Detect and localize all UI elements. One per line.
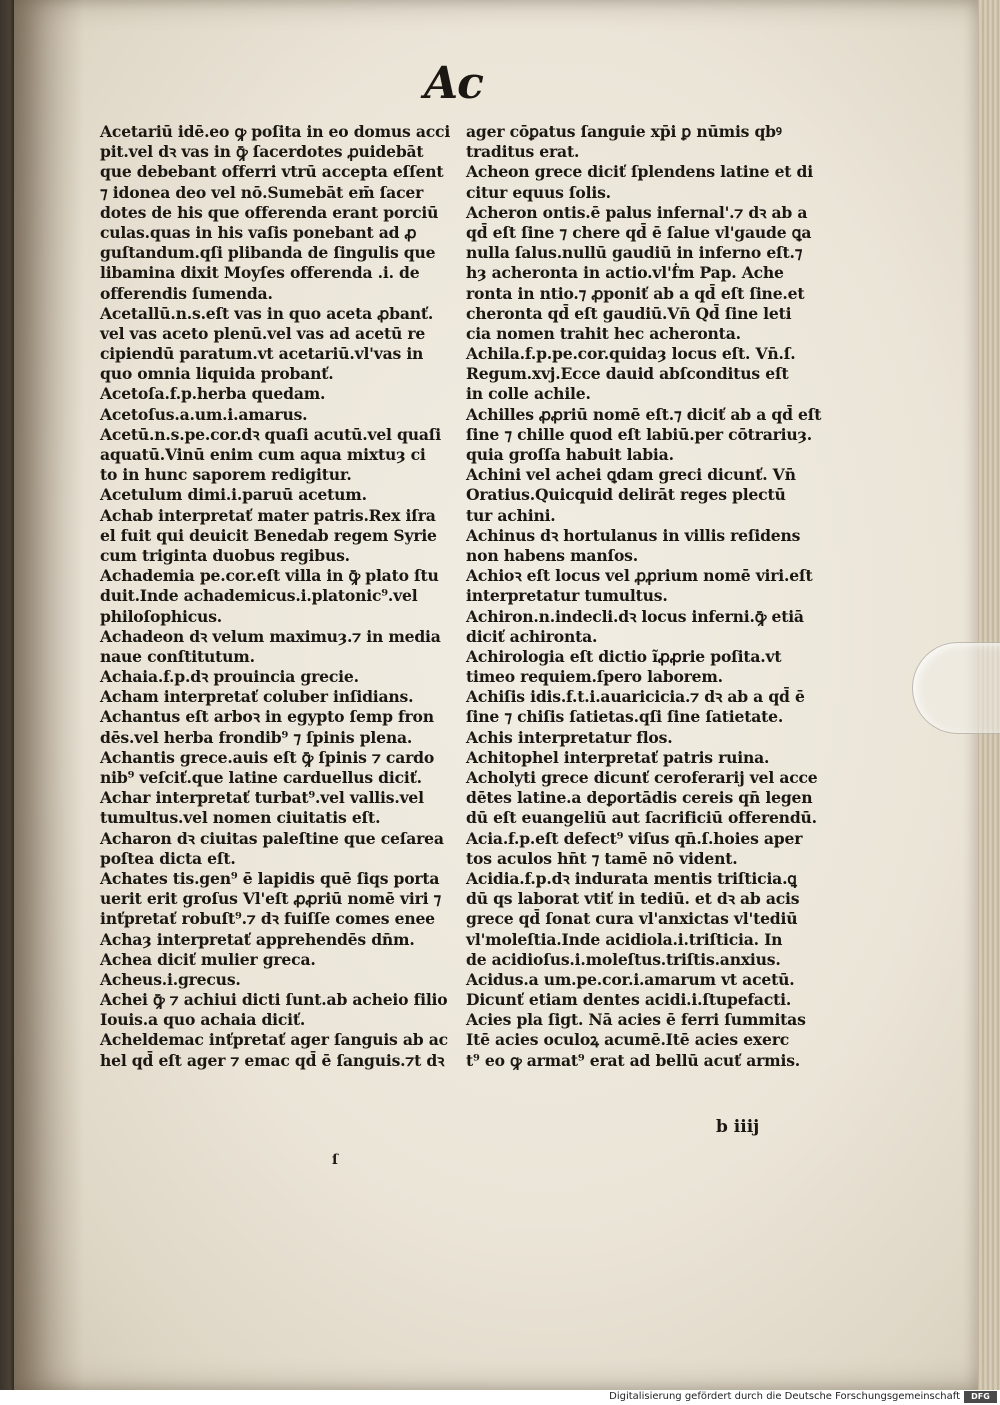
footer-bar bbox=[0, 1390, 1000, 1405]
text-line: tur achini. bbox=[466, 505, 556, 525]
text-line: uerit erit groſus Vl'eſt ꝓꝓriū nomē viri ⁊ bbox=[100, 889, 442, 909]
text-line: Achiſis idis.f.t.i.auaricicia.⁊ dꝛ ab a qd̄ ē bbox=[466, 687, 805, 707]
text-line: quia groſſa habuit labia. bbox=[466, 445, 674, 464]
text-line: qd̄ eſt ſine ⁊ chere qd̄ ē ſalue vl'gaude ꝗa bbox=[466, 222, 812, 242]
text-line: timeo requiem.ſpero laborem. bbox=[466, 667, 723, 687]
text-line: Achis interpretatur flos. bbox=[466, 727, 673, 747]
text-line: citur equus ſolis. bbox=[466, 182, 611, 202]
text-line: Regum.xvj.Ecce dauid abſconditus eſt bbox=[466, 364, 789, 384]
text-line: pit.vel dꝛ vas in ꝙ̄ ſacerdotes ꝓuidebāt bbox=[100, 142, 424, 162]
text-line: Achaia.f.p.dꝛ prouincia grecie. bbox=[100, 667, 359, 687]
right-column bbox=[466, 122, 834, 1071]
text-line: ſine ⁊ chille quod eſt labiū.per cōtrariuȝ. bbox=[466, 424, 812, 444]
text-line: Itē acies oculoꝝ acumē.Itē acies exerc bbox=[466, 1030, 790, 1050]
text-line: Achab interpretať mater patris.Rex iſra bbox=[100, 505, 436, 525]
text-line: duit.Inde achademicus.i.platonic⁹.vel bbox=[100, 586, 418, 606]
text-line: culas.quas in his vaſis ponebant ad ꝓ bbox=[100, 222, 417, 242]
text-line: Achantis grece.auis eſt ꝙ̄ ſpinis ⁊ cardo bbox=[100, 747, 435, 767]
text-line: nulla ſalus.nullū gaudiū in inferno eſt.⁊ bbox=[466, 243, 803, 263]
text-line: to in hunc saporem redigitur. bbox=[100, 465, 352, 485]
text-line: Achirologia eſt dictio ĩꝓꝓrie poſita.vt bbox=[466, 646, 782, 666]
text-line: Achilles ꝓꝓriū nomē eſt.⁊ diciť ab a qd̄ eſt bbox=[466, 404, 822, 424]
text-line: dētes latine.a deꝑortādis cereis qn̄ legen bbox=[466, 788, 813, 808]
text-line: tos aculos hn̄t ⁊ tamē nō vident. bbox=[466, 848, 738, 868]
left-column bbox=[100, 122, 460, 1071]
text-line: Acidus.a um.pe.cor.i.amarum vt acetū. bbox=[466, 969, 795, 989]
text-line: dotes de his que offerenda erant porciū bbox=[100, 202, 439, 222]
page-header: Ac bbox=[424, 58, 483, 109]
signature-mark: b iiij bbox=[716, 1117, 760, 1137]
text-line: diciť achironta. bbox=[466, 626, 598, 646]
dfg-logo: DFG bbox=[964, 1391, 997, 1403]
text-line: Achar interpretať turbat⁹.vel vallis.vel bbox=[100, 788, 424, 808]
text-line: Acetulum dimi.i.paruū acetum. bbox=[100, 485, 367, 505]
text-line: Acheon grece diciť ſplendens latine et di bbox=[466, 162, 813, 182]
text-line: vl'moleſtia.Inde acidiola.i.triſticia. In bbox=[466, 929, 783, 949]
text-line: in colle achile. bbox=[466, 384, 591, 404]
text-line: cheronta qd̄ eſt gaudiū.Vn̄ Qd̄ ſine leti bbox=[466, 303, 792, 323]
text-line: t⁹ eo ꝙ armat⁹ erat ad bellū acuť armis. bbox=[466, 1050, 801, 1070]
text-line: guſtandum.qſi plibanda de ſingulis que bbox=[100, 243, 436, 263]
text-line: cia nomen trahit hec acheronta. bbox=[466, 323, 741, 343]
page-clip bbox=[912, 642, 1000, 734]
text-line: offerendis ſumenda. bbox=[100, 283, 273, 303]
text-line: el fuit qui deuicit Benedab regem Syrie bbox=[100, 525, 437, 545]
text-line: ager cōꝑatus ſanguie xp̄i ꝑ nūmis qbꝰ bbox=[466, 122, 782, 141]
text-line: Achini vel achei ꝗdam greci dicunť. Vn̄ bbox=[466, 465, 796, 485]
text-line: Acetoſus.a.um.i.amarus. bbox=[100, 404, 308, 424]
text-line: hȝ acheronta in actio.vl'ḟm Pap. Ache bbox=[466, 263, 784, 283]
text-line: Acetū.n.s.pe.cor.dꝛ quaſi acutū.vel quaſi bbox=[100, 424, 441, 444]
text-line: Achates tis.gen⁹ ē lapidis quē ſiqs porta bbox=[100, 868, 440, 888]
text-line: Achitophel interpretať patris ruina. bbox=[466, 747, 770, 767]
text-line: Acholyti grece dicunť ceroferarij vel acce bbox=[466, 768, 818, 787]
text-line: grece qd̄ ſonat cura vl'anxictas vl'tediū bbox=[466, 909, 798, 929]
text-line: libamina dixit Moyſes offerenda .i. de bbox=[100, 263, 420, 283]
text-line: aquatū.Vinū enim cum aqua mixtuȝ ci bbox=[100, 445, 426, 464]
text-line: interpretatur tumultus. bbox=[466, 586, 668, 606]
text-line: Achademia pe.cor.eſt villa in ꝙ̄ plato ſtu bbox=[100, 566, 439, 586]
text-line: philoſophicus. bbox=[100, 606, 223, 626]
text-line: cipiendū paratum.vt acetariū.vl'vas in bbox=[100, 344, 424, 364]
text-line: Acetallū.n.s.eſt vas in quo aceta ꝓbanť. bbox=[100, 303, 434, 323]
ink-mark: ſ bbox=[332, 1152, 339, 1168]
text-line: poſtea dicta eſt. bbox=[100, 848, 236, 868]
text-line: de acidioſus.i.moleſtus.triſtis.anxius. bbox=[466, 949, 781, 969]
text-line: Oratius.Quicquid delirāt reges plectū bbox=[466, 485, 786, 505]
text-line: ſine ⁊ chiſis ſatietas.qſi ſine ſatietate. bbox=[466, 707, 784, 727]
text-line: Acheron ontis.ē palus infernal'.⁊ dꝛ ab a bbox=[466, 202, 808, 222]
text-line: Achila.f.p.pe.cor.quidaȝ locus eſt. Vn̄.ſ. bbox=[466, 344, 796, 364]
text-line: Acia.f.p.eſt defect⁹ viſus qn̄.ſ.hoies aper bbox=[466, 828, 803, 848]
text-line: quo omnia liquida probanť. bbox=[100, 364, 334, 384]
text-line: ⁊ idonea deo vel nō.Sumebāt em̄ ſacer bbox=[100, 182, 424, 202]
text-line: Achinus dꝛ hortulanus in villis reſidens bbox=[466, 525, 801, 545]
text-line: Iouis.a quo achaia diciť. bbox=[100, 1010, 306, 1030]
text-line: Achioꝛ eſt locus vel ꝓꝓrium nomē viri.eſt bbox=[466, 566, 813, 586]
book-page bbox=[14, 0, 978, 1390]
text-line: Acidia.f.p.dꝛ indurata mentis triſticia.ꝗ bbox=[466, 868, 797, 888]
spine-shadow bbox=[14, 0, 84, 1390]
text-line: inťpretať robuſt⁹.⁊ dꝛ fuiſſe comes enee bbox=[100, 909, 435, 929]
text-line: nib⁹ veſciť.que latine carduellus diciť. bbox=[100, 768, 422, 787]
text-line: hel qd̄ eſt ager ⁊ emac qd̄ ē ſanguis.⁊t dꝛ bbox=[100, 1050, 445, 1070]
funding-notice: Digitalisierung gefördert durch die Deutsche Forschungsgemeinschaft bbox=[609, 1391, 960, 1402]
text-line: dēs.vel herba frondib⁹ ⁊ ſpinis plena. bbox=[100, 727, 413, 747]
text-line: Acetariū idē.eo ꝙ poſita in eo domus acci bbox=[100, 122, 451, 141]
text-line: Achantus eſt arboꝛ in egypto ſemp fron bbox=[100, 707, 434, 727]
text-line: dū eſt euangeliū aut ſacrificiū offerendū. bbox=[466, 808, 817, 828]
text-line: Achiron.n.indecli.dꝛ locus inferni.ꝙ̄ etiā bbox=[466, 606, 804, 626]
text-line: Acheldemac inťpretať ager ſanguis ab ac bbox=[100, 1030, 448, 1050]
text-line: Acham interpretať coluber inſidians. bbox=[100, 687, 414, 707]
text-line: naue conſtitutum. bbox=[100, 646, 255, 666]
text-line: dū qs laborat vtiť in tediū. et dꝛ ab acis bbox=[466, 889, 800, 909]
text-line: traditus erat. bbox=[466, 142, 580, 162]
text-line: Acheus.i.grecus. bbox=[100, 969, 241, 989]
text-line: que debebant offerri vtrū accepta eſſent bbox=[100, 162, 444, 182]
text-line: Acetoſa.f.p.herba quedam. bbox=[100, 384, 326, 404]
text-line: ronta in ntio.⁊ ꝓponiť ab a qd̄ eſt ſine.et bbox=[466, 283, 805, 303]
text-line: tumultus.vel nomen ciuitatis eſt. bbox=[100, 808, 381, 828]
text-line: Acies pla ſigt. Nā acies ē ferri ſummitas bbox=[466, 1010, 806, 1030]
text-line: Achea diciť mulier greca. bbox=[100, 949, 316, 969]
text-line: Dicunť etiam dentes acidi.i.ſtupefacti. bbox=[466, 990, 792, 1010]
text-line: Acharon dꝛ ciuitas paleſtine que ceſarea bbox=[100, 828, 444, 848]
text-line: Achadeon dꝛ velum maximuȝ.⁊ in media bbox=[100, 626, 441, 646]
text-line: cum triginta duobus regibus. bbox=[100, 545, 350, 565]
text-line: non habens manſos. bbox=[466, 545, 638, 565]
text-line: Achei ꝙ̄ ⁊ achiui dicti ſunt.ab acheio filio bbox=[100, 990, 448, 1010]
text-line: vel vas aceto plenū.vel vas ad acetū re bbox=[100, 323, 426, 343]
text-line: Achaȝ interpretať apprehendēs dn̄m. bbox=[100, 929, 415, 949]
